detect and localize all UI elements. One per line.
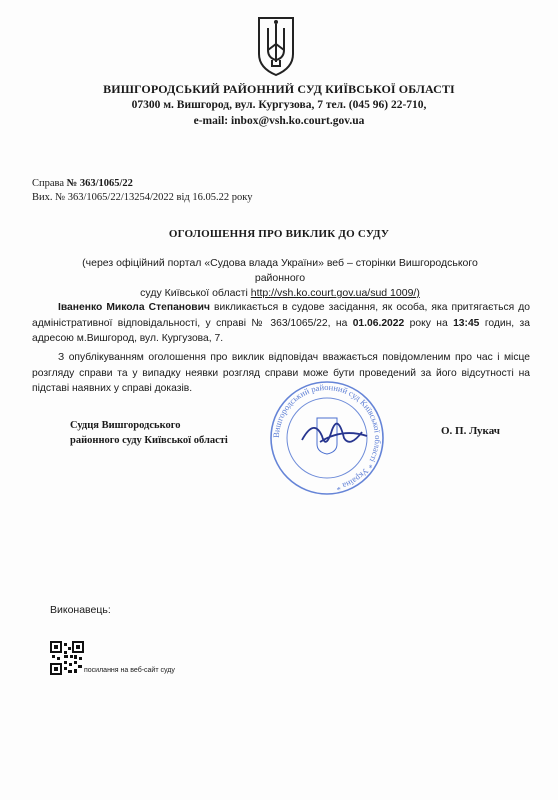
notice-paragraph: З опублікуванням оголошення про виклик відповідач вважається повідомленим про час і місце розгляду справи та у випадку неявки розгляд справи може бути проведений за його відсутності на підставі наявних у справі доказів. [32,352,530,394]
hearing-time: 13:45 [453,317,480,329]
subtitle-line1: (через офіційний портал «Судова влада України» веб – сторінки Вишгородського районного [82,257,478,284]
stamp-text: Вишгородський районний суд Київської області * Україна * [270,381,384,494]
case-number [32,178,133,189]
case-label: Справа [32,178,65,189]
summoned-person-name: Іваненко Микола Степанович [58,302,210,313]
qr-code-icon [50,641,84,675]
judge-title-line2: районного суду Київської області [70,435,228,446]
hearing-date: 01.06.2022 [352,317,405,329]
qr-caption: посилання на веб-сайт суду [84,667,175,674]
court-address: 07300 м. Вишгород, вул. Кургузова, 7 тел. (045 96) 22-710, [131,99,427,111]
court-name: ВИШГОРОДСЬКИЙ РАЙОННИЙ СУД КИЇВСЬКОЇ ОБЛАСТІ [103,82,455,96]
case-number-value: № 363/1065/22 [66,178,133,189]
court-website-link[interactable]: http://vsh.ko.court.gov.ua/sud 1009/) [250,287,420,299]
summons-text-a: викликається в судове засідання, як особа, яка притягається до адміністративної відповідальності, у справі № 363/1065/22, на [32,302,530,329]
document-subtitle [60,256,500,301]
summons-text-c: годин, за адресою м.Вишгород, вул. Кургузова, 7. [32,317,530,344]
subtitle-line2 [60,286,500,301]
judge-name: О. П. Лукач [441,425,500,437]
coat-of-arms-icon [256,14,296,78]
subtitle-line2-prefix: суду Київської області [140,287,251,299]
official-stamp-icon [262,378,392,498]
executor-label: Виконавець: [50,604,111,616]
judge-title-line1: Судця Вишгородського [70,420,181,431]
judge-title [70,418,228,448]
court-email: e-mail: inbox@vsh.ko.court.gov.ua [193,115,365,127]
document-title: ОГОЛОШЕННЯ ПРО ВИКЛИК ДО СУДУ [168,228,390,240]
summons-text-b: року на [404,317,454,329]
summons-paragraph [32,300,530,347]
outgoing-number: Вих. № 363/1065/22/13254/2022 від 16.05.22 року [32,192,253,203]
